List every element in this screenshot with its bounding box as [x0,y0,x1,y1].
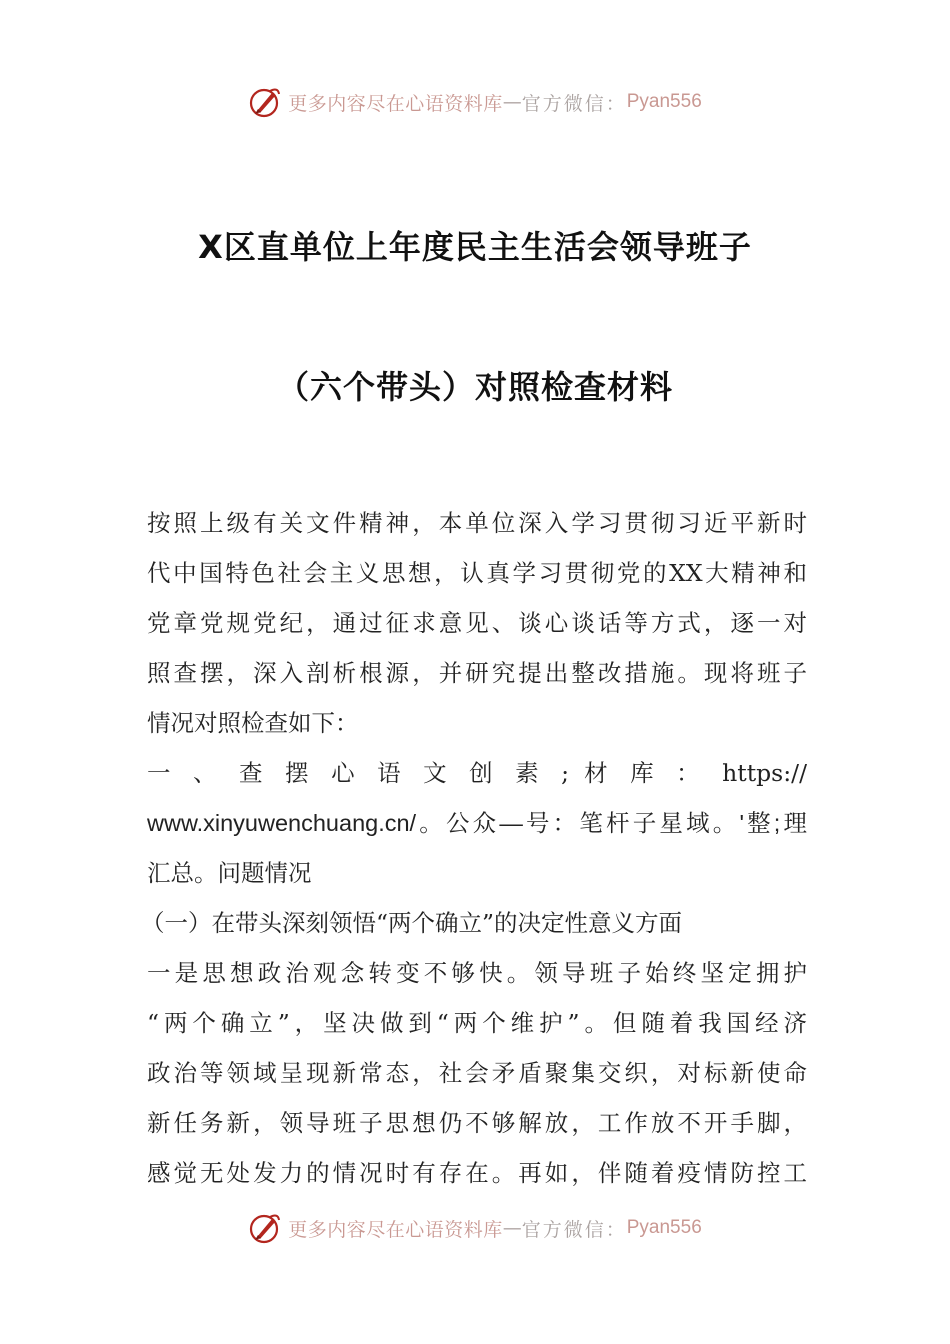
document-body [141,498,807,1198]
banner-text: 更多内容尽在心语资料库 [288,92,503,115]
document-title-line-1: X区直单位上年度民主生活会领导班子 [198,228,752,266]
header-banner [0,82,950,122]
body-line: www.xinyuwenchuang.cn/。公众—号：笔杆子星域。'整;理 [147,810,807,836]
body-line: 代中国特色社会主义思想，认真学习贯彻党的XX大精神和 [147,559,807,587]
footer-banner [0,1208,950,1248]
body-line: 一 、 查 摆 心 语 文 创 素 ; 材 库 ： https:// [147,759,807,787]
banner-wechat-label: 官方微信： [521,1218,627,1241]
body-line: 政治等领域呈现新常态，社会矛盾聚集交织，对标新使命 [147,1059,807,1087]
banner-wechat-id: Pyan556 [626,91,702,112]
document-title-line-2: （六个带头）对照检查材料 [276,368,673,406]
section-heading: （一）在带头深刻领悟“两个确立”的决定性意义方面 [141,909,683,937]
banner-wechat-id: Pyan556 [626,1217,702,1238]
body-line: 新任务新，领导班子思想仍不够解放，工作放不开手脚， [147,1109,807,1137]
body-line: 感觉无处发力的情况时有存在。再如，伴随着疫情防控工 [147,1159,807,1187]
body-line: 照查摆，深入剖析根源，并研究提出整改措施。现将班子 [147,659,807,687]
body-line: 汇总。问题情况 [147,859,312,887]
banner-wechat-label: 官方微信： [521,92,627,115]
body-line: 情况对照检查如下： [147,709,359,737]
pen-nib-logo-icon [248,1211,282,1245]
pen-nib-logo-icon [248,85,282,119]
body-line: 按照上级有关文件精神，本单位深入学习贯彻习近平新时 [147,509,807,537]
banner-text: 更多内容尽在心语资料库 [288,1218,503,1241]
banner-separator: — [502,1217,522,1239]
body-line: 一是思想政治观念转变不够快。领导班子始终坚定拥护 [147,959,807,987]
body-line: 党章党规党纪，通过征求意见、谈心谈话等方式，逐一对 [147,609,807,637]
body-line: “两个确立”，坚决做到“两个维护”。但随着我国经济 [147,1009,807,1037]
banner-separator: — [502,91,522,113]
